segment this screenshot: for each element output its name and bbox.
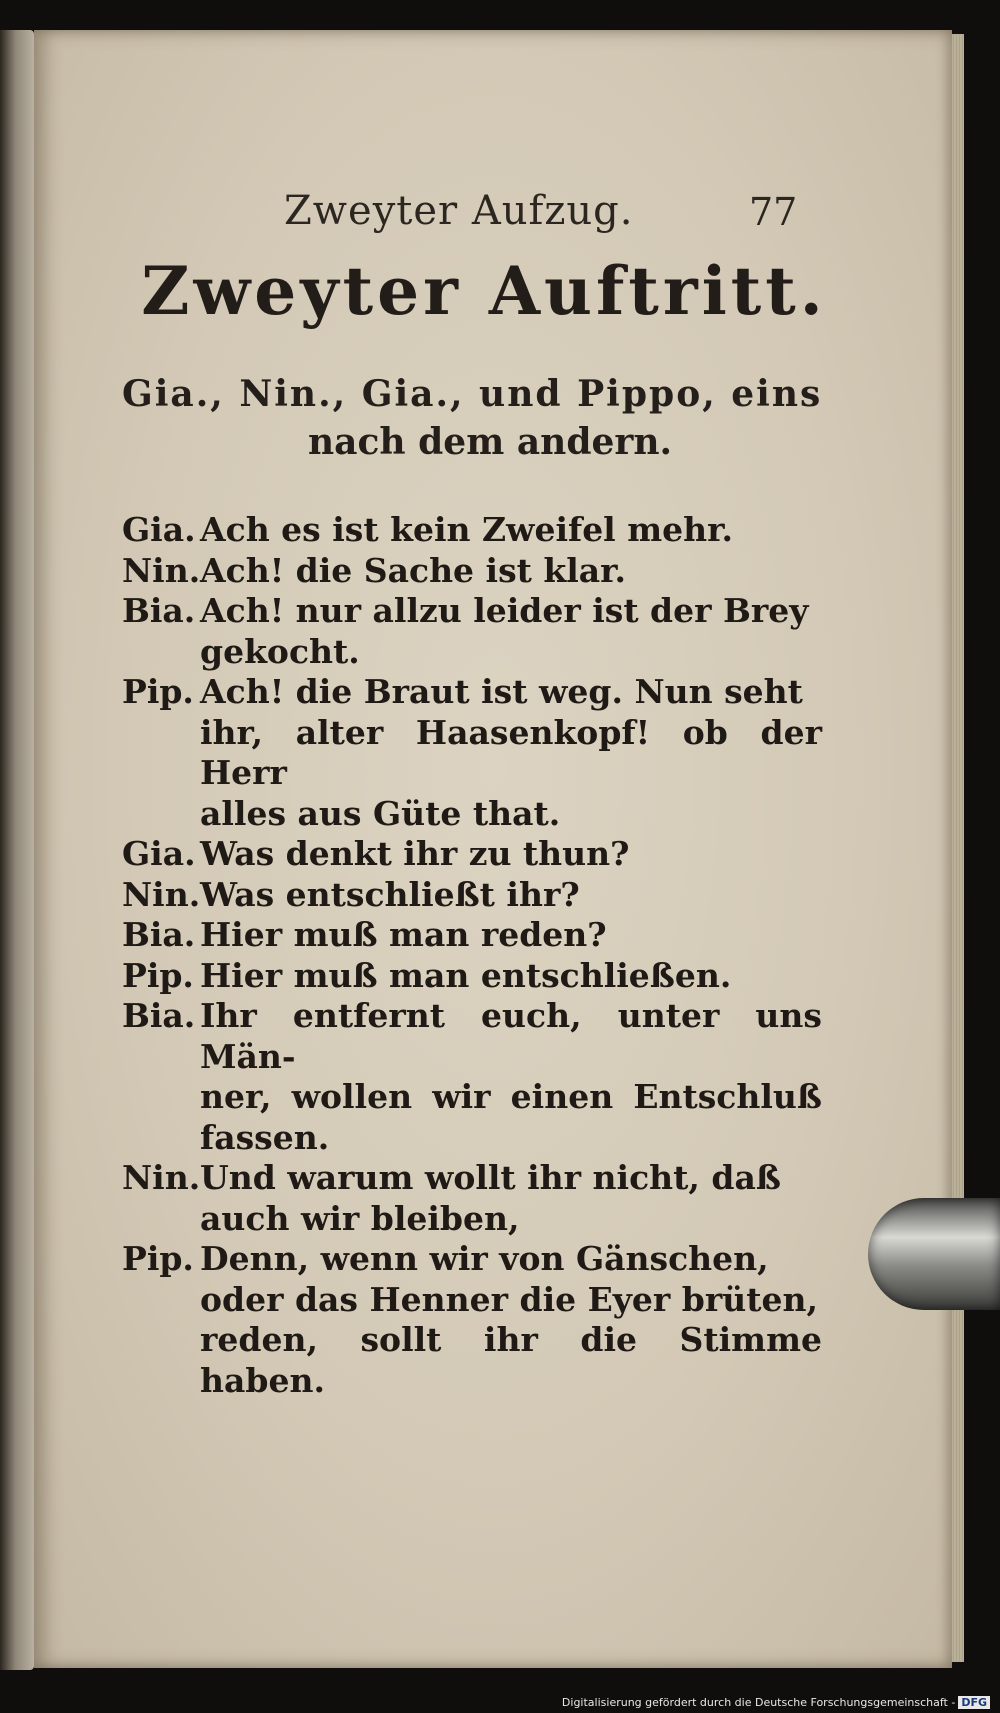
speech-text [200,591,822,672]
speaker-label: Gia. [122,510,196,549]
speech-line: ihr, alter Haasenkopf! ob der Herr [200,712,822,792]
speaker-label: Bia. [122,996,196,1035]
speech-line: Ach! die Braut ist weg. Nun seht [200,672,803,711]
dialogue-entry [122,996,822,1158]
dialogue-entry [122,875,822,916]
speaker-label: Nin. [122,874,201,914]
speaker-label: Pip. [122,672,194,711]
speaker-label: Pip. [122,1239,194,1278]
speech-text [200,1158,822,1239]
dialogue-entry [122,510,822,551]
speech-text [200,510,822,551]
dialogue-entry [122,1239,822,1401]
running-title: Zweyter Aufzug. [284,188,634,234]
speech-line: auch wir bleiben, [200,1198,520,1238]
dialogue-entry [122,956,822,997]
speech-line: Ach es ist kein Zweifel mehr. [200,510,733,549]
speech-text [200,875,822,916]
speech-text [200,551,822,592]
speaker-label: Bia. [122,591,196,630]
footer-text: Digitalisierung gefördert durch die Deutsche Forschungsgemeinschaft - [561,1696,956,1709]
scene-title: Zweyter Auftritt. [141,252,827,330]
speech-line: ner, wollen wir einen Entschluß fassen. [200,1077,822,1157]
dialogue-entry [122,672,822,834]
cast-list [122,370,842,466]
speech-line: Was denkt ihr zu thun? [200,834,630,873]
speaker-label: Nin. [122,550,201,590]
speech-line: Was entschließt ihr? [200,874,580,914]
speech-line: Und warum wollt ihr nicht, daß [200,1158,781,1197]
speaker-label: Gia. [122,834,196,873]
speech-line: oder das Henner die Eyer brüten, [200,1279,818,1319]
speaker-label: Bia. [122,915,196,954]
dialogue-entry [122,591,822,672]
speech-line: Ihr entfernt euch, unter uns Män- [200,996,822,1076]
footer-credit [562,1696,990,1709]
dialogue [122,510,822,1401]
dialogue-entry [122,834,822,875]
dfg-logo: DFG [958,1696,990,1709]
dialogue-entry [122,1158,822,1239]
left-page-edge [0,30,34,1670]
speaker-label: Pip. [122,955,194,995]
running-head [34,180,952,240]
speech-line: Ach! nur allzu leider ist der Brey [200,591,809,630]
dialogue-entry [122,551,822,592]
speech-text [200,996,822,1158]
speech-text [200,956,822,997]
speech-line: alles aus Güte that. [200,793,561,833]
speaker-label: Nin. [122,1158,201,1197]
speech-line: Hier muß man entschließen. [200,955,732,995]
speech-text [200,1239,822,1401]
speech-line: Ach! die Sache ist klar. [200,550,627,590]
speech-text [200,915,822,956]
speech-text [200,672,822,834]
speech-line: Denn, wenn wir von Gänschen, [200,1239,769,1278]
page-clip [868,1198,1000,1310]
cast-line-2: nach dem andern. [308,421,673,463]
speech-line: Hier muß man reden? [200,915,607,954]
page-stack-edge [952,34,964,1662]
dialogue-entry [122,915,822,956]
speech-line: gekocht. [200,631,360,671]
page-number: 77 [749,190,798,234]
speech-line: reden, sollt ihr die Stimme haben. [200,1320,822,1400]
cast-line-1: Gia., Nin., Gia., und Pippo, eins [122,373,823,415]
book-page [34,30,952,1668]
speech-text [200,834,822,875]
